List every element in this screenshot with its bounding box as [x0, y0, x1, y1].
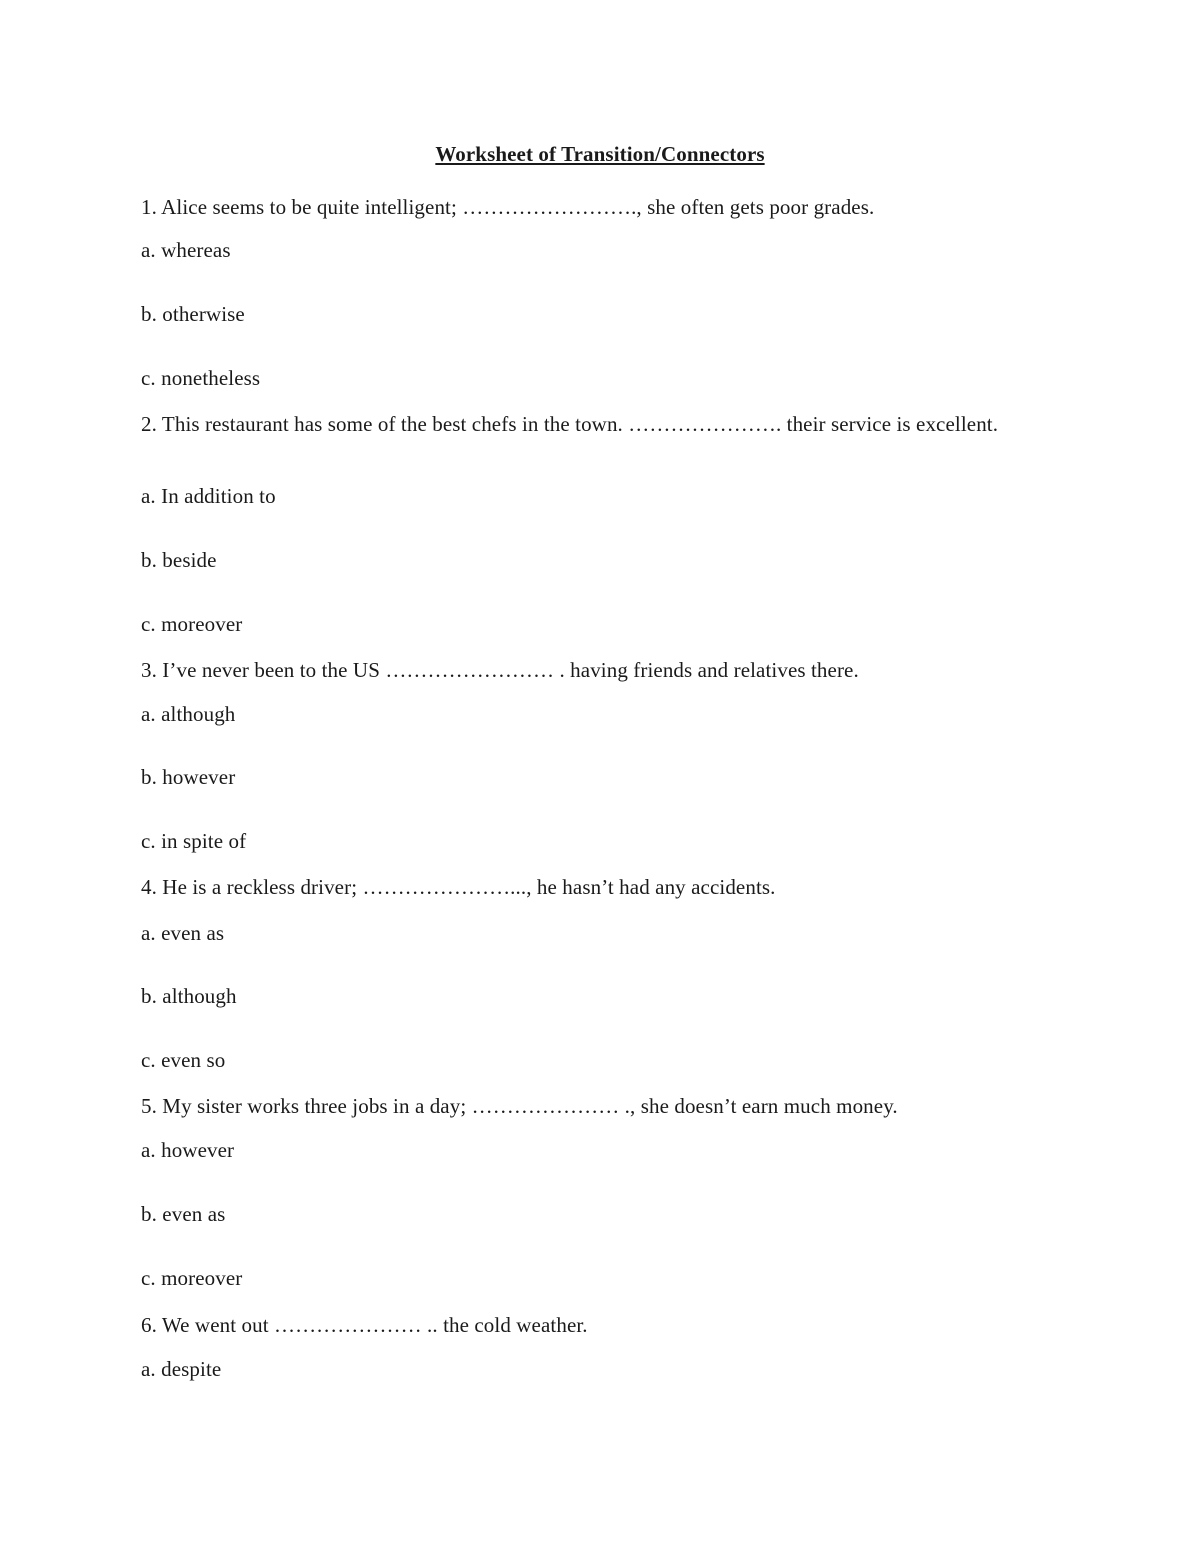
question-4-option-c: c. even so — [141, 1048, 226, 1072]
question-1-option-a: a. whereas — [141, 238, 231, 262]
question-2-option-a: a. In addition to — [141, 484, 276, 508]
question-1-option-c: c. nonetheless — [141, 366, 261, 390]
question-3-option-c: c. in spite of — [141, 829, 247, 853]
question-1-option-b: b. otherwise — [141, 302, 245, 326]
worksheet-title: Worksheet of Transition/Connectors — [435, 142, 765, 166]
question-6-prompt: 6. We went out ………………… .. the cold weather. — [141, 1313, 588, 1337]
question-4-option-a: a. even as — [141, 921, 225, 945]
question-5-option-c: c. moreover — [141, 1266, 243, 1290]
question-3-option-b: b. however — [141, 765, 236, 789]
question-5-option-b: b. even as — [141, 1202, 226, 1226]
question-3-option-a: a. although — [141, 702, 236, 726]
question-4-prompt: 4. He is a reckless driver; …………………..., he hasn’t had any accidents. — [141, 875, 776, 899]
question-2-option-b: b. beside — [141, 548, 217, 572]
question-5-option-a: a. however — [141, 1138, 235, 1162]
question-2-prompt: 2. This restaurant has some of the best chefs in the town. …………………. their service is excellent. — [141, 412, 999, 436]
question-4-option-b: b. although — [141, 984, 237, 1008]
question-6-option-a: a. despite — [141, 1357, 222, 1381]
question-2-option-c: c. moreover — [141, 612, 243, 636]
question-3-prompt: 3. I’ve never been to the US …………………… . having friends and relatives there. — [141, 658, 859, 682]
question-5-prompt: 5. My sister works three jobs in a day; ………………… ., she doesn’t earn much money. — [141, 1094, 898, 1118]
question-1-prompt: 1. Alice seems to be quite intelligent; ……………………., she often gets poor grades. — [141, 195, 875, 219]
